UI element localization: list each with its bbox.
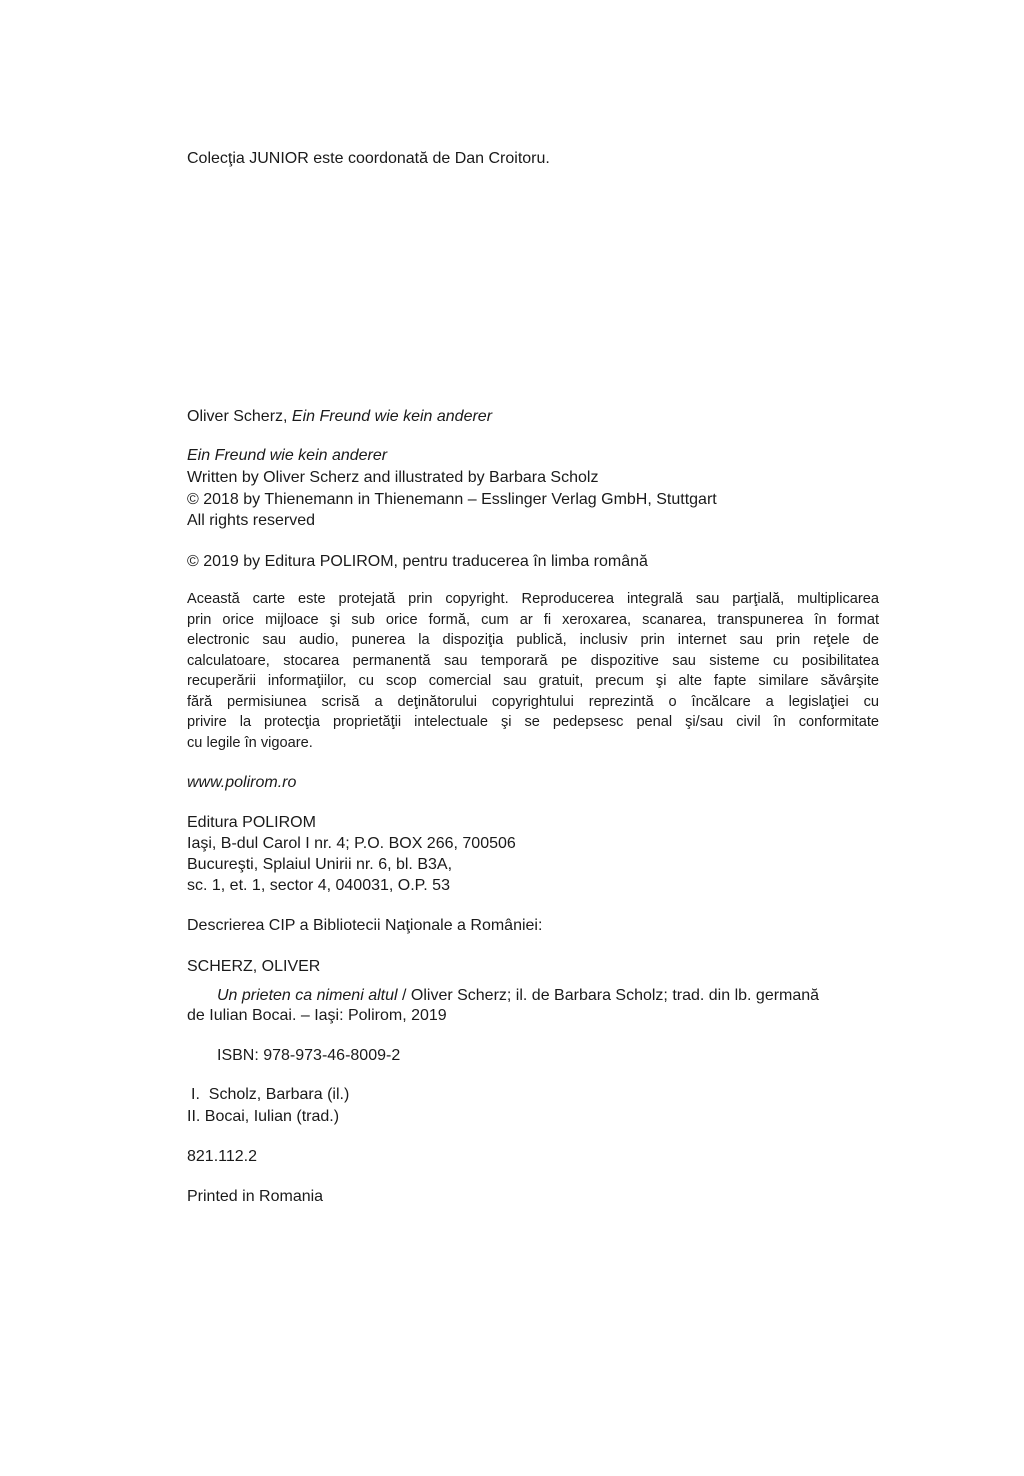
legal-line: privire la protecţia proprietăţii intelectuale şi se pedepsesc penal şi/sau civil în conformitate [187,714,879,730]
printed-in: Printed in Romania [187,1188,324,1205]
cip-title: Un prieten ca nimeni altul [217,987,398,1004]
website-link: www.polirom.ro [187,774,297,791]
publisher-address: sc. 1, et. 1, sector 4, 040031, O.P. 53 [187,877,450,894]
rights-title: Ein Freund wie kein anderer [187,447,388,464]
publisher-address: Bucureşti, Splaiul Unirii nr. 6, bl. B3A, [187,856,453,873]
legal-line: prin orice mijloace şi sub orice formă, cum ar fi xeroxarea, scanarea, transpunerea în format [187,611,879,628]
cip-description-line2: de Iulian Bocai. – Iaşi: Polirom, 2019 [187,1007,447,1024]
cip-heading: Descrierea CIP a Bibliotecii Naţionale a României: [187,917,543,934]
legal-line: calculatoare, stocarea permanentă sau temporară pe dispozitive sau sisteme cu posibilitatea [187,652,879,669]
cip-isbn: ISBN: 978-973-46-8009-2 [217,1047,401,1064]
cip-author: SCHERZ, OLIVER [187,958,321,975]
original-title: Ein Freund wie kein anderer [291,408,493,425]
legal-line: Această carte este protejată prin copyright. Reproducerea integrală sau parţială, multiplicarea [187,591,879,607]
publisher-address: Iaşi, B-dul Carol I nr. 4; P.O. BOX 266, 700506 [187,835,516,852]
rights-credits: Written by Oliver Scherz and illustrated by Barbara Scholz [187,469,599,486]
legal-line: recuperării informaţiilor, cu scop comercial sau gratuit, precum şi alte fapte similare săvârşite [187,673,879,689]
copyright-original: © 2018 by Thienemann in Thienemann – Esslinger Verlag GmbH, Stuttgart [187,491,717,508]
cip-classification: 821.112.2 [187,1148,257,1165]
collection-note: Colecţia JUNIOR este coordonată de Dan Croitoru. [187,150,550,167]
original-title-line [187,406,492,427]
rights-reserved: All rights reserved [187,512,316,529]
original-author: Oliver Scherz, [187,408,292,425]
cip-description-line [217,985,819,1006]
publisher-name: Editura POLIROM [187,814,316,831]
legal-line: fără permisiunea scrisă a deţinătorului copyrightului reprezintă o încălcare a legislaţiei cu [187,693,879,710]
cip-entry: I. Scholz, Barbara (il.) [191,1086,350,1103]
legal-line: cu legile în vigoare. [187,734,313,751]
cip-entry: II. Bocai, Iulian (trad.) [187,1108,340,1125]
legal-line: electronic sau audio, punerea la dispoziţia publică, inclusiv prin internet sau prin reţele de [187,632,879,648]
copyright-translation: © 2019 by Editura POLIROM, pentru traducerea în limba română [187,553,648,570]
cip-desc: / Oliver Scherz; il. de Barbara Scholz; trad. din lb. germană [397,987,820,1004]
